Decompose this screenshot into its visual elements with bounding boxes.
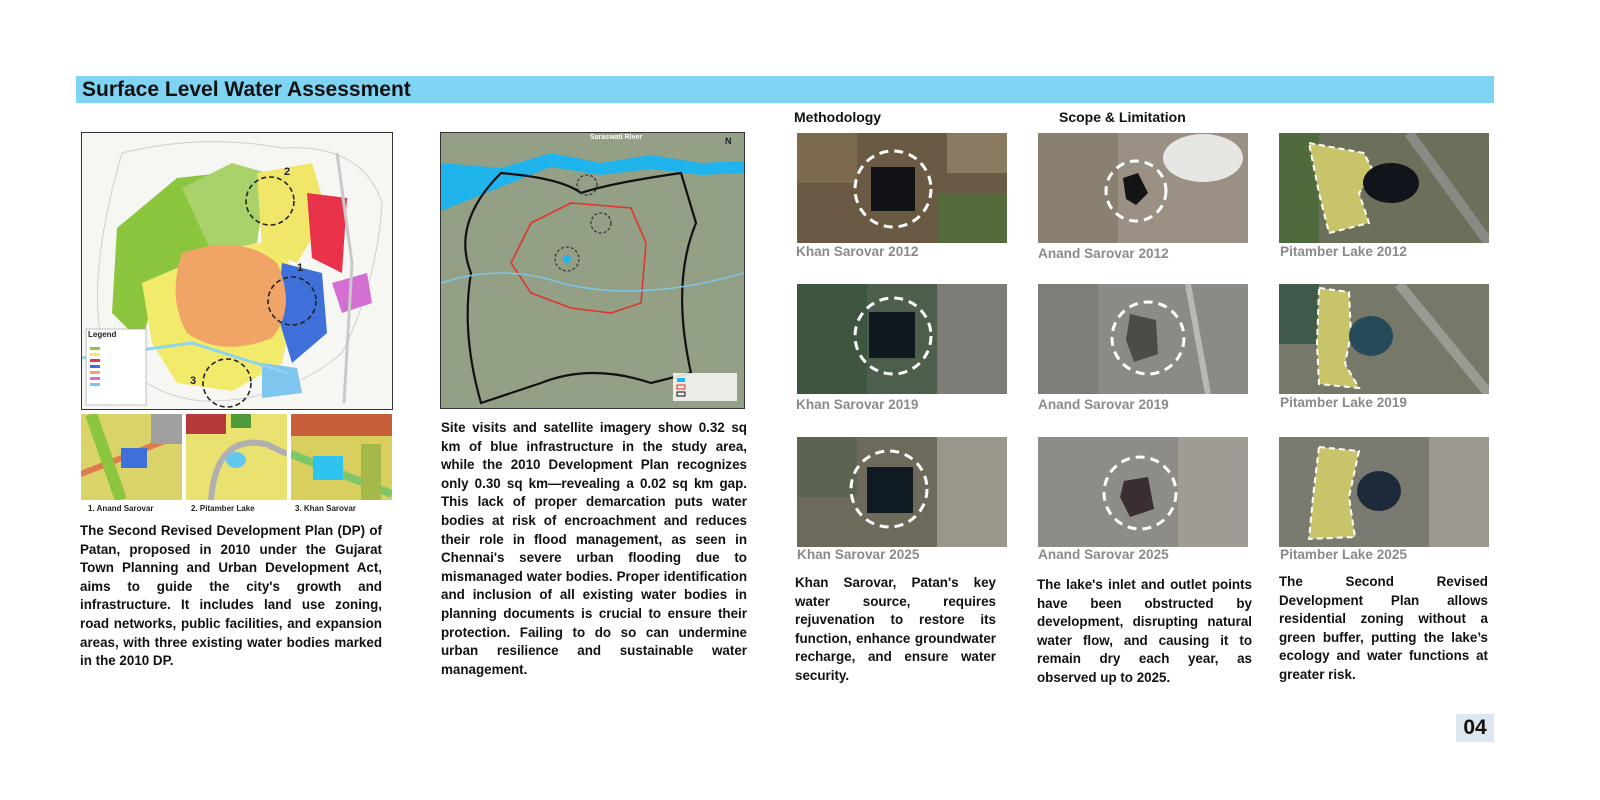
inset-khan-sarovar: [291, 414, 392, 500]
page-number: 04: [1456, 714, 1494, 742]
anand-sarovar-2019-image: [1038, 284, 1248, 394]
pitamber-lake-2012-image: [1279, 133, 1489, 243]
middle-paragraph: Site visits and satellite imagery show 0.32 sq km of blue infrastructure in the study area, while the 2010 Development Plan recognizes only 0.30 sq km—revealing a 0.02 sq km gap. This lack of proper demarcation puts water bodies at risk of encroachment and reduces their role in flood management, as seen in Chennai's severe urban flooding due to mismanaged water bodies. Proper identification and inclusion of all existing water bodies in planning documents is crucial to ensure their protection. Failing to do so can undermine urban resilience and sustainable water management.: [441, 420, 747, 677]
pitamber-lake-2019-image: [1279, 284, 1489, 394]
pitamber-caption-2012: Pitamber Lake 2012: [1280, 244, 1407, 259]
anand-caption-2025: Anand Sarovar 2025: [1038, 547, 1169, 562]
khan-sarovar-2012-image: [797, 133, 1007, 243]
khan-caption-2012: Khan Sarovar 2012: [796, 244, 919, 259]
khan-sarovar-2025-image: [797, 437, 1007, 547]
anand-sarovar-2025-image: [1038, 437, 1248, 547]
khan-sarovar-2019-image: [797, 284, 1007, 394]
inset-pitamber-lake: [186, 414, 287, 500]
inset-caption-3: 3. Khan Sarovar: [295, 504, 356, 513]
pitamber-caption-2019: Pitamber Lake 2019: [1280, 395, 1407, 410]
anand-description: The lake's inlet and outlet points have been obstructed by development, disrupting natural water flow, and causing it to remain dry each year, as observed up to 2025.: [1037, 577, 1252, 685]
khan-caption-2025: Khan Sarovar 2025: [797, 547, 920, 562]
pitamber-lake-2025-image: [1279, 437, 1489, 547]
development-plan-map: [81, 132, 393, 410]
map-marker-2: 2: [284, 166, 291, 178]
map-marker-1: 1: [297, 262, 304, 274]
map-legend-label: Legend: [88, 330, 117, 339]
page-title: Surface Level Water Assessment: [82, 78, 411, 101]
pitamber-description: The Second Revised Development Plan allows residential zoning without a green buffer, putting the lake’s ecology and water functions at greater risk.: [1279, 574, 1488, 682]
north-arrow: N: [725, 136, 732, 146]
pitamber-caption-2025: Pitamber Lake 2025: [1280, 547, 1407, 562]
title-bar: [76, 76, 1494, 103]
inset-anand-sarovar: [81, 414, 182, 500]
left-paragraph: The Second Revised Development Plan (DP) of Patan, proposed in 2010 under the Gujarat Town Planning and Urban Development Act, aims to guide the city's growth and infrastructure. It includes land use zoning, road networks, public facilities, and expansion areas, with three existing water bodies marked in the 2010 DP.: [80, 523, 382, 669]
methodology-heading: Methodology: [794, 109, 882, 125]
anand-caption-2019: Anand Sarovar 2019: [1038, 397, 1169, 412]
khan-description: Khan Sarovar, Patan's key water source, requires rejuvenation to restore its function, enhance groundwater recharge, and ensure water security.: [795, 575, 996, 683]
khan-caption-2019: Khan Sarovar 2019: [796, 397, 919, 412]
river-label: Saraswati River: [590, 134, 643, 141]
map-marker-3: 3: [190, 375, 197, 387]
scope-heading: Scope & Limitation: [1059, 109, 1186, 125]
inset-caption-1: 1. Anand Sarovar: [88, 504, 154, 513]
anand-sarovar-2012-image: [1038, 133, 1248, 243]
study-area-map: [440, 132, 745, 409]
inset-caption-2: 2. Pitamber Lake: [191, 504, 255, 513]
anand-caption-2012: Anand Sarovar 2012: [1038, 246, 1169, 261]
